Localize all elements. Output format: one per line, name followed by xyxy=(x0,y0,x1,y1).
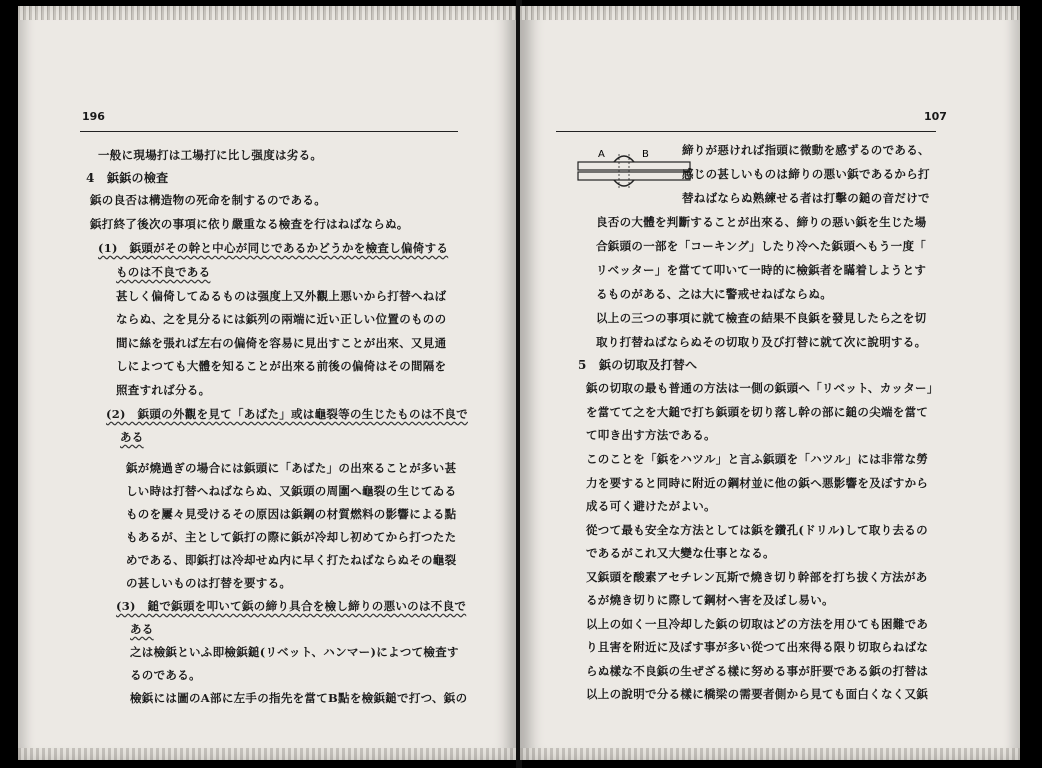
section-heading: 5 鋲の切取及打替へ xyxy=(578,358,698,372)
text-line: を當てて之を大鎚で打ち鋲頭を切り落し幹の部に鎚の尖端を當て xyxy=(586,405,929,419)
text-line: (2) 鋲頭の外觀を見て「あばた」或は龜裂等の生じたものは不良で xyxy=(106,407,468,421)
text-line: 成る可く避けたがよい。 xyxy=(586,499,716,513)
text-line: り且害を附近に及ぼす事が多い從つて出來得る限り切取らねばな xyxy=(586,640,929,654)
scan-noise xyxy=(520,6,1020,20)
scan-noise xyxy=(18,6,518,20)
rivet-figure xyxy=(576,146,692,200)
text-line: 以上の說明で分る樣に橋梁の需要者側から見ても面白くなく又鋲 xyxy=(586,687,929,701)
text-line: 感じの甚しいものは締りの悪い鋲であるから打 xyxy=(682,167,930,181)
figure-label-a: A xyxy=(598,149,605,160)
text-line: 鋲の良否は構造物の死命を制するのである。 xyxy=(90,193,326,207)
header-rule xyxy=(80,131,458,132)
page-number: 107 xyxy=(924,110,947,123)
plate-bottom xyxy=(578,172,690,180)
text-line: 以上の如く一旦冷却した鋲の切取はどの方法を用ひても困難であ xyxy=(586,617,929,631)
text-line: の甚しいものは打替を要する。 xyxy=(126,576,292,590)
text-line: 之は檢鋲といふ即檢鋲鎚(リベット、ハンマー)によつて檢査す xyxy=(130,645,459,659)
text-line: るが燒き切りに際して鋼材へ害を及ぼし易い。 xyxy=(586,593,834,607)
rivet-tail xyxy=(614,180,634,186)
text-line: 鋲が燒過ぎの場合には鋲頭に「あばた」の出來ることが多い甚 xyxy=(126,461,457,475)
text-line: 檢鋲には圖のA部に左手の指先を當てB點を檢鋲鎚で打つ、鋲の xyxy=(130,691,468,705)
right-page xyxy=(520,6,1020,760)
text-line: 鋲の切取の最も普通の方法は一側の鋲頭へ「リベット、カッター」 xyxy=(586,381,939,395)
text-line: 取り打替ねばならぬその切取り及び打替に就て次に說明する。 xyxy=(596,335,927,349)
text-line: 甚しく偏倚してゐるものは强度上又外觀上悪いから打替へねば xyxy=(116,289,447,303)
text-line: であるがこれ又大變な仕事となる。 xyxy=(586,546,775,560)
text-line: 合鋲頭の一部を「コーキング」したり冷へた鋲頭へもう一度「 xyxy=(596,239,927,253)
text-line: 間に絲を張れば左右の偏倚を容易に見出すことが出來、又見通 xyxy=(116,336,447,350)
text-line: 又鋲頭を酸素アセチレン瓦斯で燒き切り幹部を打ち拔く方法があ xyxy=(586,570,928,584)
text-line: 締りが惡ければ指頭に微動を感ずるのである、 xyxy=(682,143,930,157)
scan-noise xyxy=(18,748,518,760)
text-line: 良否の大體を判斷することが出來る、締りの惡い鋲を生じた場 xyxy=(596,215,927,229)
text-line: ものは不良である xyxy=(116,265,211,279)
text-line: 力を要すると同時に附近の鋼材並に他の鋲へ悪影響を及ぼすから xyxy=(586,476,929,490)
text-line: ある xyxy=(120,430,144,444)
text-line: ならぬ、之を見分るには鋲列の兩端に近い正しい位置のものの xyxy=(116,312,447,326)
text-line: 替ねばならぬ熟練せる者は打擊の鎚の音だけで xyxy=(682,191,930,205)
text-line: 鋲打終了後次の事項に依り嚴重なる檢査を行はねばならぬ。 xyxy=(90,217,409,231)
text-line: 以上の三つの事項に就て檢査の結果不良鋲を發見したら之を切 xyxy=(596,311,927,325)
text-line: るのである。 xyxy=(130,668,201,682)
text-line: もあるが、主として鋲打の際に鋲が冷却し初めてから打つたた xyxy=(126,530,457,544)
text-line: リベッター」を當てて叩いて一時的に檢鋲者を瞞着しようとす xyxy=(596,263,927,277)
text-line: (3) 鎚で鋲頭を叩いて鋲の締り具合を檢し締りの悪いのは不良で xyxy=(116,599,467,613)
text-line: このことを「鋲をハツル」と言ふ鋲頭を「ハツル」には非常な勞 xyxy=(586,452,929,466)
text-line: ある xyxy=(130,622,154,636)
section-heading: 4 鋲鋲の檢査 xyxy=(86,171,169,185)
header-rule xyxy=(556,131,936,132)
page-number: 196 xyxy=(82,110,105,123)
text-line: らぬ樣な不良鋲の生ぜざる樣に努める事が肝要である鋲の打替は xyxy=(586,664,929,678)
rivet-head xyxy=(614,156,634,162)
left-page xyxy=(18,6,518,760)
text-line: めである、即鋲打は冷却せぬ内に早く打たねばならぬその龜裂 xyxy=(126,553,457,567)
text-line: るものがある、之は大に警戒せねばならぬ。 xyxy=(596,287,832,301)
text-line: (1) 鋲頭がその幹と中心が同じであるかどうかを檢査し偏倚する xyxy=(98,241,449,255)
scan-noise xyxy=(520,748,1020,760)
text-line: 一般に現場打は工場打に比し强度は劣る。 xyxy=(98,148,323,162)
text-line: しによつても大體を知ることが出來る前後の偏倚はその間隔を xyxy=(116,359,447,373)
text-line: 照査すれば分る。 xyxy=(116,383,211,397)
text-line: て叩き出す方法である。 xyxy=(586,428,716,442)
figure-label-b: B xyxy=(642,149,649,160)
plate-top xyxy=(578,162,690,170)
text-line: 從つて最も安全な方法としては鋲を鑽孔(ドリル)して取り去るの xyxy=(586,523,928,537)
text-line: しい時は打替へねばならぬ、又鋲頭の周圍へ龜裂の生じてゐる xyxy=(126,484,457,498)
text-line: ものを屢々見受けるその原因は鋲鋼の材質燃料の影響による點 xyxy=(126,507,457,521)
